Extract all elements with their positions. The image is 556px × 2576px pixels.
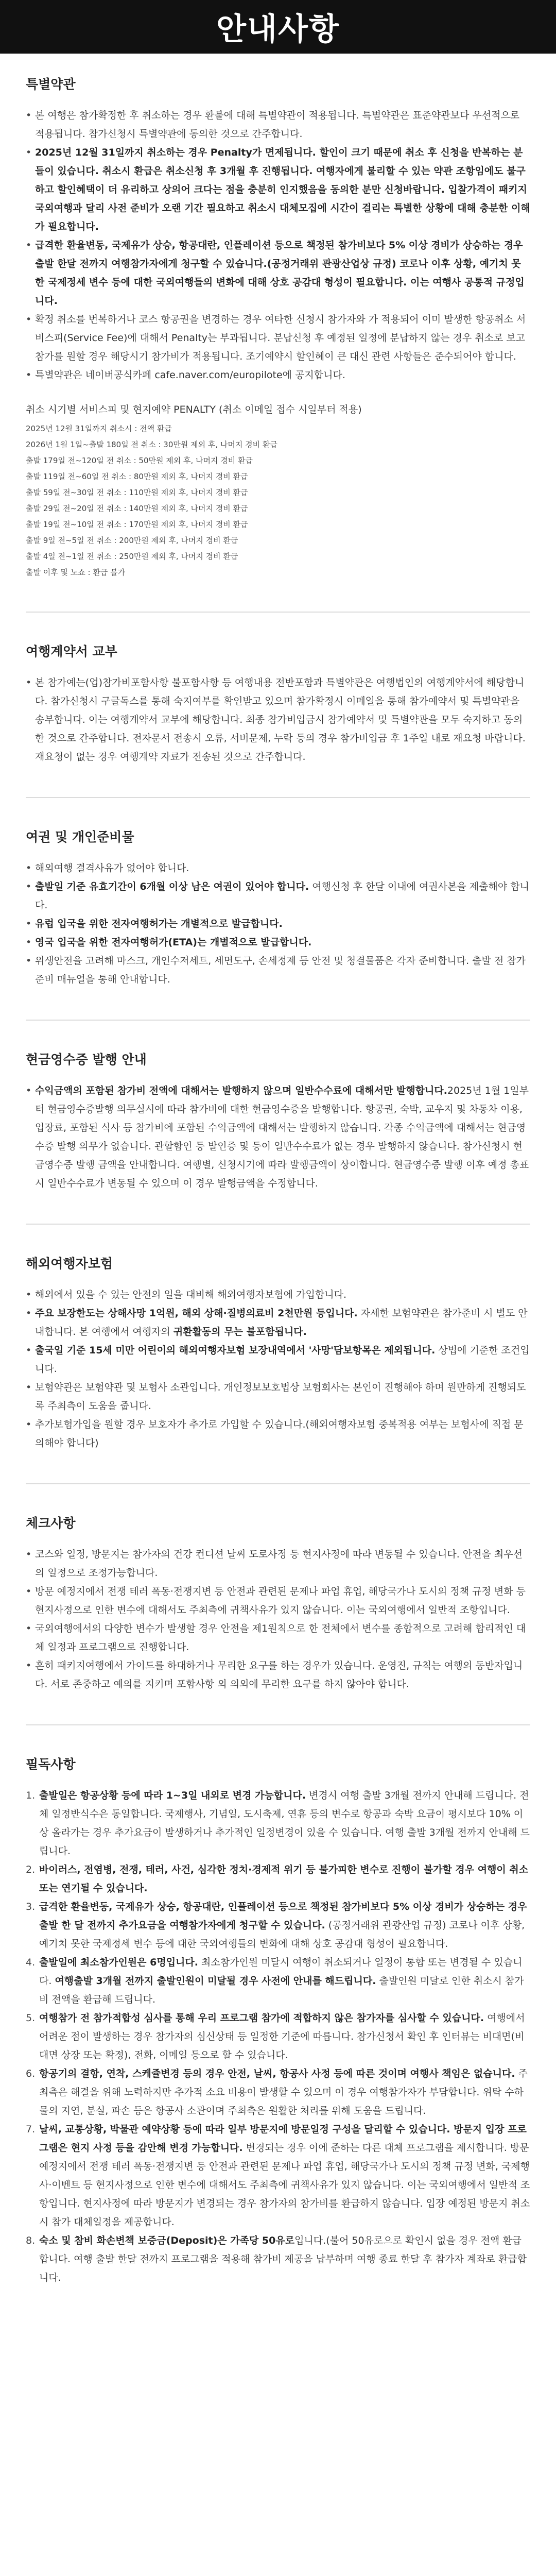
numbered-list	[26, 1786, 530, 2287]
section-heading: 여권 및 개인준비물	[26, 829, 134, 844]
emphasis-text: 출발일 기준 유효기간이 6개월 이상 남은 여권이 있어야 합니다.	[35, 881, 309, 892]
list-item	[26, 2231, 530, 2287]
list-item	[26, 1378, 530, 1415]
body-text: 보험약관은 보험약관 및 보험사 소관입니다. 개인정보보호법상 보험회사는 본인이 진행해야 하며 원만하게 진행되도록 주최측이 도움을 줍니다.	[35, 1382, 526, 1412]
section-passport	[26, 827, 530, 1021]
list-item	[26, 1786, 530, 1860]
bullet-list	[26, 1285, 530, 1452]
body-text: 국외여행에서의 다양한 변수가 발생할 경우 안전을 제1원칙으로 한 전체에서 변수를 종합적으로 고려해 합리적인 대체 일정과 프로그램으로 진행합니다.	[35, 1623, 526, 1653]
penalty-line: 2025년 12월 31일까지 취소시 : 전액 환급	[26, 424, 172, 433]
bullet-list	[26, 859, 530, 989]
body-text: 위생안전을 고려해 마스크, 개인수저세트, 세면도구, 손세정제 등 안전 및 청결물품은 각자 준비합니다. 출발 전 참가준비 매뉴얼을 통해 안내합니다.	[35, 955, 526, 985]
penalty-line: 출발 179일 전~120일 전 취소 : 50만원 제외 후, 나머지 경비 환급	[26, 456, 253, 465]
body-text: 해외여행 결격사유가 없어야 합니다.	[35, 862, 189, 874]
list-item	[26, 1860, 530, 1897]
section-notes	[26, 1754, 530, 2287]
list-item	[26, 1656, 530, 1693]
list-item	[26, 859, 530, 877]
list-item	[26, 106, 530, 143]
body-text: 변경되는 경우 이에 준하는 다른 대체 프로그램을 제시합니다. 방문 예정지에서 전쟁 테러 폭동·전쟁지변 등 안전과 관련된 문제나 파업 휴업, 해당국가나 도시의 정책 규정 변화, 국제행사·이벤트 등 현지사정으로 인한 변수에 대해서도 주최측에 귀책사유가 있지 않습니다. 이는 국외여행에서 일반적 조항입니다. 현지사정에 따라 방문지가 변경되는 경우 참가자의 참가비를 환급하지 않습니다. 입장 예정된 방문지 취소시 참가 대체일정을 제공합니다.	[39, 2142, 530, 2228]
bullet-list	[26, 673, 530, 766]
list-item	[26, 914, 530, 933]
section-heading: 여행계약서 교부	[26, 644, 117, 659]
list-item	[26, 143, 530, 236]
body-text: (공정거래위 관광산업 규정) 코로나 이후 상황, 예기치 못한 국제정세 변수 등에 대한 국외여행들의 변화에 대해 상호 공감대 형성이 필요합니다.	[39, 1920, 525, 1950]
emphasis-text: 여행참가 전 참가적합성 심사를 통해 우리 프로그램 참가에 적합하지 않은 참가자를 심사할 수 있습니다.	[39, 2012, 484, 2024]
list-item	[26, 673, 530, 766]
emphasis-text: 바이러스, 전염병, 전쟁, 테러, 사건, 심각한 정치·경제적 위기 등 불가피한 변수로 진행이 불가할 경우 여행이 취소 또는 연기될 수 있습니다.	[39, 1864, 529, 1894]
emphasis-text: 날씨, 교통상황, 박물관 예약상황 등에 따라 일부 방문지에 방문일정 구성을 달리할 수 있습니다. 방문지 입장 프로그램은 현지 사정 등을 감안해 변경 가능합니다.	[39, 2124, 527, 2154]
section-heading: 특별약관	[26, 77, 76, 92]
page-title-banner	[0, 0, 556, 54]
body-text: 방문 예정지에서 전쟁 테러 폭동·전쟁지변 등 안전과 관련된 문제나 파업 휴업, 해당국가나 도시의 정책 규정 변화 등 현지사정으로 인한 변수에 대해서도 주최측에 귀책사유가 있지 않습니다. 이는 국외여행에서 일반적 조항입니다.	[35, 1586, 526, 1616]
penalty-line: 출발 29일 전~20일 전 취소 : 140만원 제외 후, 나머지 경비 환급	[26, 504, 248, 513]
emphasis-text: 2025년 12월 31일까지 취소하는 경우 Penalty가 면제됩니다. 할인이 크기 때문에 취소 후 신청을 반복하는 분들이 있습니다. 취소시 환급은 취소신청 후 3개월 후 진행됩니다. 여행자에게 불리할 수 있는 약관 조항임에도 불구하고 할인혜택이 더 유리하고 상의어 크다는 점을 충분히 인지했음을 동의한 분만 신청바랍니다. 입찰가격이 패키지 국외여행과 달리 사전 준비가 오랜 기간 필요하고 취소시 대체모집에 시간이 걸리는 특별한 상황에 대해 충분한 이해가 필요합니다.	[35, 147, 530, 232]
list-item	[26, 1285, 530, 1304]
penalty-line: 출발 59일 전~30일 전 취소 : 110만원 제외 후, 나머지 경비 환급	[26, 488, 248, 497]
section-contract	[26, 641, 530, 798]
section-special-terms	[26, 74, 530, 613]
list-item	[26, 310, 530, 366]
body-text: 본 참가예는(업)참가비포함사항 불포함사항 등 여행내용 전반포함과 특별약관은 여행법인의 여행계약서에 해당합니다. 참가신청시 구글독스를 통해 숙지여부를 확인받고 있으며 참가확정시 이메일을 통해 참가예약서 및 특별약관을 송부합니다. 이는 여행계약서 교부에 해당합니다. 최종 참가비입금시 참가예약서 및 특별약관을 모두 숙지하고 동의한 것으로 간주합니다. 전자문서 전송시 오류, 서버문제, 누락 등의 경우 참가비입금 후 1주일 내로 재요청 바랍니다. 재요청이 없는 경우 여행계약 자료가 전송된 것으로 간주합니다.	[35, 677, 526, 762]
body-text: 코스와 일정, 방문지는 참가자의 건강 컨디션 날씨 도로사정 등 현지사정에 따라 변동될 수 있습니다. 안전을 최우선의 일정으로 조정가능합니다.	[35, 1549, 523, 1579]
section-heading: 체크사항	[26, 1516, 76, 1531]
section-heading: 필독사항	[26, 1757, 76, 1772]
list-item	[26, 952, 530, 989]
list-item	[26, 1582, 530, 1619]
penalty-line: 출발 이후 및 노쇼 : 환급 불가	[26, 568, 126, 577]
body-text: 해외에서 있을 수 있는 안전의 일을 대비해 해외여행자보험에 가입합니다.	[35, 1289, 346, 1300]
body-text: 본 여행은 참가확정한 후 취소하는 경우 환불에 대해 특별약관이 적용됩니다. 특별약관은 표준약관보다 우선적으로 적용됩니다. 참가신청시 특별약관에 동의한 것으로 간주합니다.	[35, 110, 520, 140]
section-heading: 현금영수증 발행 안내	[26, 1052, 147, 1067]
body-text: 최소참가인원 미달시 여행이 취소되거나 일정이 통합 또는 변경될 수 있습니다.	[39, 1957, 523, 1987]
body-text: 주최측은 해결을 위해 노력하지만 추가적 소요 비용이 발생할 수 있으며 이 경우 여행참가자가 부담합니다. 위탁 수하물의 지연, 분실, 파손 등은 항공사 소관이며 주최측은 원활한 처리를 위해 도움을 드립니다.	[39, 2068, 528, 2116]
list-item	[26, 1619, 530, 1656]
body-text: 추가보험가입을 원할 경우 보호자가 추가로 가입할 수 있습니다.(해외여행자보험 중복적용 여부는 보험사에 직접 문의해야 합니다)	[35, 1419, 524, 1449]
emphasis-text: 출국일 기준 15세 미만 어린이의 해외여행자보험 보장내역에서 '사망'담보항목은 제외됩니다.	[35, 1345, 436, 1356]
emphasis-text: 출발일은 항공상황 등에 따라 1~3일 내외로 변경 가능합니다.	[39, 1790, 306, 1801]
emphasis-text: 숙소 및 참비 화손변책 보증금(Deposit)은 가족당 50유로	[39, 2235, 295, 2246]
section-payment	[26, 1049, 530, 1225]
list-item	[26, 1081, 530, 1193]
list-item	[26, 366, 530, 384]
emphasis-text: 급격한 환율변동, 국제유가 상승, 항공대란, 인플레이션 등으로 책정된 참가비보다 5% 이상 경비가 상승하는 경우 출발 한 달 전까지 추가요금을 여행참가자에게 청구할 수 있습니다.	[39, 1901, 527, 1931]
body-text: 항공권, 숙박, 교우지 및 차동차 이용, 입장료, 포함된 식사 등 참가비에 포함된 수익금액에 대해서는 발행하지 않습니다. 각종 수익금액에 대해서는 현금영수증 발행 의무가 없습니다. 관할함인 등 발인증 및 등이 일반수수료가 없는 경우 발행하지 않습니다. 참가신청시 현금영수증 발행 금액을 안내합니다. 여행별, 신청시기에 따라 발행금액이 상이합니다. 현금영수증 발행 이후 예정 총표시 일반수수료가 변동될 수 있으며 이 경우 발행금액을 수정합니다.	[35, 1104, 529, 1189]
list-item	[26, 1341, 530, 1378]
penalty-line: 출발 4일 전~1일 전 취소 : 250만원 제외 후, 나머지 경비 환급	[26, 552, 238, 561]
penalty-line: 2026년 1월 1일~출발 180일 전 취소 : 30만원 제외 후, 나머지 경비 환급	[26, 440, 277, 449]
body-text: 출발인원 미달로 인한 취소시 참가비 전액을 환급해 드립니다.	[39, 1975, 524, 2005]
penalty-line: 출발 119일 전~60일 전 취소 : 80만원 제외 후, 나머지 경비 환급	[26, 472, 248, 481]
list-item	[26, 2064, 530, 2120]
body-text: 상법에 기준한 조건입니다.	[35, 1345, 530, 1375]
emphasis-text: 출발일에 최소참가인원은 6명입니다.	[39, 1957, 198, 1968]
body-text: 변경시 여행 출발 3개월 전까지 안내해 드립니다. 전체 일정반식수은 동일합니다. 국제행사, 기념일, 도시축제, 연휴 등의 변수로 항공과 숙박 요금이 평시보다 10% 이상 올라가는 경우 추가요금이 발생하거나 추가적인 일정변경이 있을 수 있습니다. 여행 출발 3개월 전까지 안내해 드립니다.	[39, 1790, 530, 1857]
emphasis-text: 여행출발 3개월 전까지 출발인원이 미달될 경우 사전에 안내를 해드립니다.	[55, 1975, 376, 1987]
emphasis-text: 항공기의 결항, 연착, 스케쥴변경 등의 경우 안전, 날씨, 항공사 사정 등에 따른 것이며 여행사 책임은 없습니다.	[39, 2068, 515, 2079]
body-text: 입니다.(불어 50유로으로 확인시 없을 경우 전액 환급합니다. 여행 출발 한달 전까지 프로그램을 적용해 참가비 제공을 납부하며 여행 종료 한달 후 참가자 계좌로 환급합니다.	[39, 2235, 527, 2283]
emphasis-text: 급격한 환율변동, 국제유가 상승, 항공대란, 인플레이션 등으로 책정된 참가비보다 5% 이상 경비가 상승하는 경우 출발 한달 전까지 여행참가자에게 청구할 수 있습니다.(공정거래위 관광산업상 규정) 코로나 이후 상황, 예기치 못한 국제정세 변수 등에 대한 국외여행들의 변화에 대해 상호 공감대 형성이 필요합니다. 이는 여행사 공통적 규정입니다.	[35, 240, 525, 307]
list-item	[26, 236, 530, 310]
section-inspection	[26, 1513, 530, 1725]
list-item	[26, 877, 530, 914]
penalty-line: 출발 19일 전~10일 전 취소 : 170만원 제외 후, 나머지 경비 환급	[26, 520, 248, 529]
section-insurance	[26, 1253, 530, 1484]
list-item	[26, 1415, 530, 1452]
list-item	[26, 933, 530, 952]
body-text: 확정 취소를 번복하거나 코스 항공권을 변경하는 경우 여타한 신청시 참가자와 가 적용되어 이미 발생한 항공취소 서비스피(Service Fee)에 대해서 Penalty는 부과됩니다. 분납신청 후 예정된 일정에 분납하지 않는 경우 취소로 보고 참가를 원할 경우 해당시기 참가비가 적용됩니다. 조기예약시 할인혜이 큰 대신 관련 사항들은 준수되어야 합니다.	[35, 314, 526, 362]
bullet-list	[26, 1081, 530, 1193]
body-text: 특별약관은 네이버공식카페 cafe.naver.com/europilote에 공지합니다.	[35, 369, 345, 381]
penalty-schedule	[26, 421, 530, 581]
list-item	[26, 2120, 530, 2231]
emphasis-text: 유럽 입국을 위한 전자여행허가는 개별적으로 발급합니다.	[35, 918, 283, 929]
list-item	[26, 2009, 530, 2064]
body-text: 여행신청 후 한달 이내에 여권사본을 제출해야 합니다.	[35, 881, 529, 911]
penalty-line: 출발 9일 전~5일 전 취소 : 200만원 제외 후, 나머지 경비 환급	[26, 536, 238, 545]
list-item	[26, 1953, 530, 2009]
body-text: 자세한 보험약관은 참가준비 시 별도 안내합니다. 본 여행에서 여행자의	[35, 1308, 528, 1337]
list-item	[26, 1897, 530, 1953]
emphasis-text: 영국 입국을 위한 전자여행허가(ETA)는 개별적으로 발급합니다.	[35, 937, 312, 948]
body-text: 흔히 패키지여행에서 가이드를 하대하거나 무리한 요구를 하는 경우가 있습니다. 운영진, 규칙는 여행의 동반자입니다. 서로 존중하고 예의를 지키며 포함사항 외 의외에 무리한 요구를 하지 않아야 합니다.	[35, 1660, 523, 1690]
body-text: 여행에서 어려운 점이 발생하는 경우 참가자의 심신상태 등 일정한 기준에 따릅니다. 참가신청서 확인 후 인터뷰는 비대면(비대면 상장 또는 확정), 전화, 이메일 등으로 할 수 있습니다.	[39, 2012, 525, 2061]
bullet-list	[26, 106, 530, 384]
penalty-heading: 취소 시기별 서비스피 및 현지예약 PENALTY (취소 이메일 접수 시일부터 적용)	[26, 404, 362, 415]
body-text: 2025년 1월 1일부터 현금영수증발행 의무실시에 따라 참가비에 대한 현금영수증을 발행합니다.	[35, 1085, 529, 1115]
emphasis-text: 주요 보장한도는 상해사망 1억원, 해외 상해·질병의료비 2천만원 등입니다.	[35, 1308, 358, 1319]
emphasis-text: 수익금액의 포함된 참가비 전액에 대해서는 발행하지 않으며 일반수수료에 대해서만 발행합니다.	[35, 1085, 447, 1096]
content	[0, 54, 556, 2302]
emphasis-text: 귀환활동의 무는 불포함됩니다.	[173, 1326, 307, 1337]
list-item	[26, 1304, 530, 1341]
bullet-list	[26, 1545, 530, 1693]
section-heading: 해외여행자보험	[26, 1256, 113, 1271]
page-title: 안내사항	[216, 11, 340, 47]
list-item	[26, 1545, 530, 1582]
